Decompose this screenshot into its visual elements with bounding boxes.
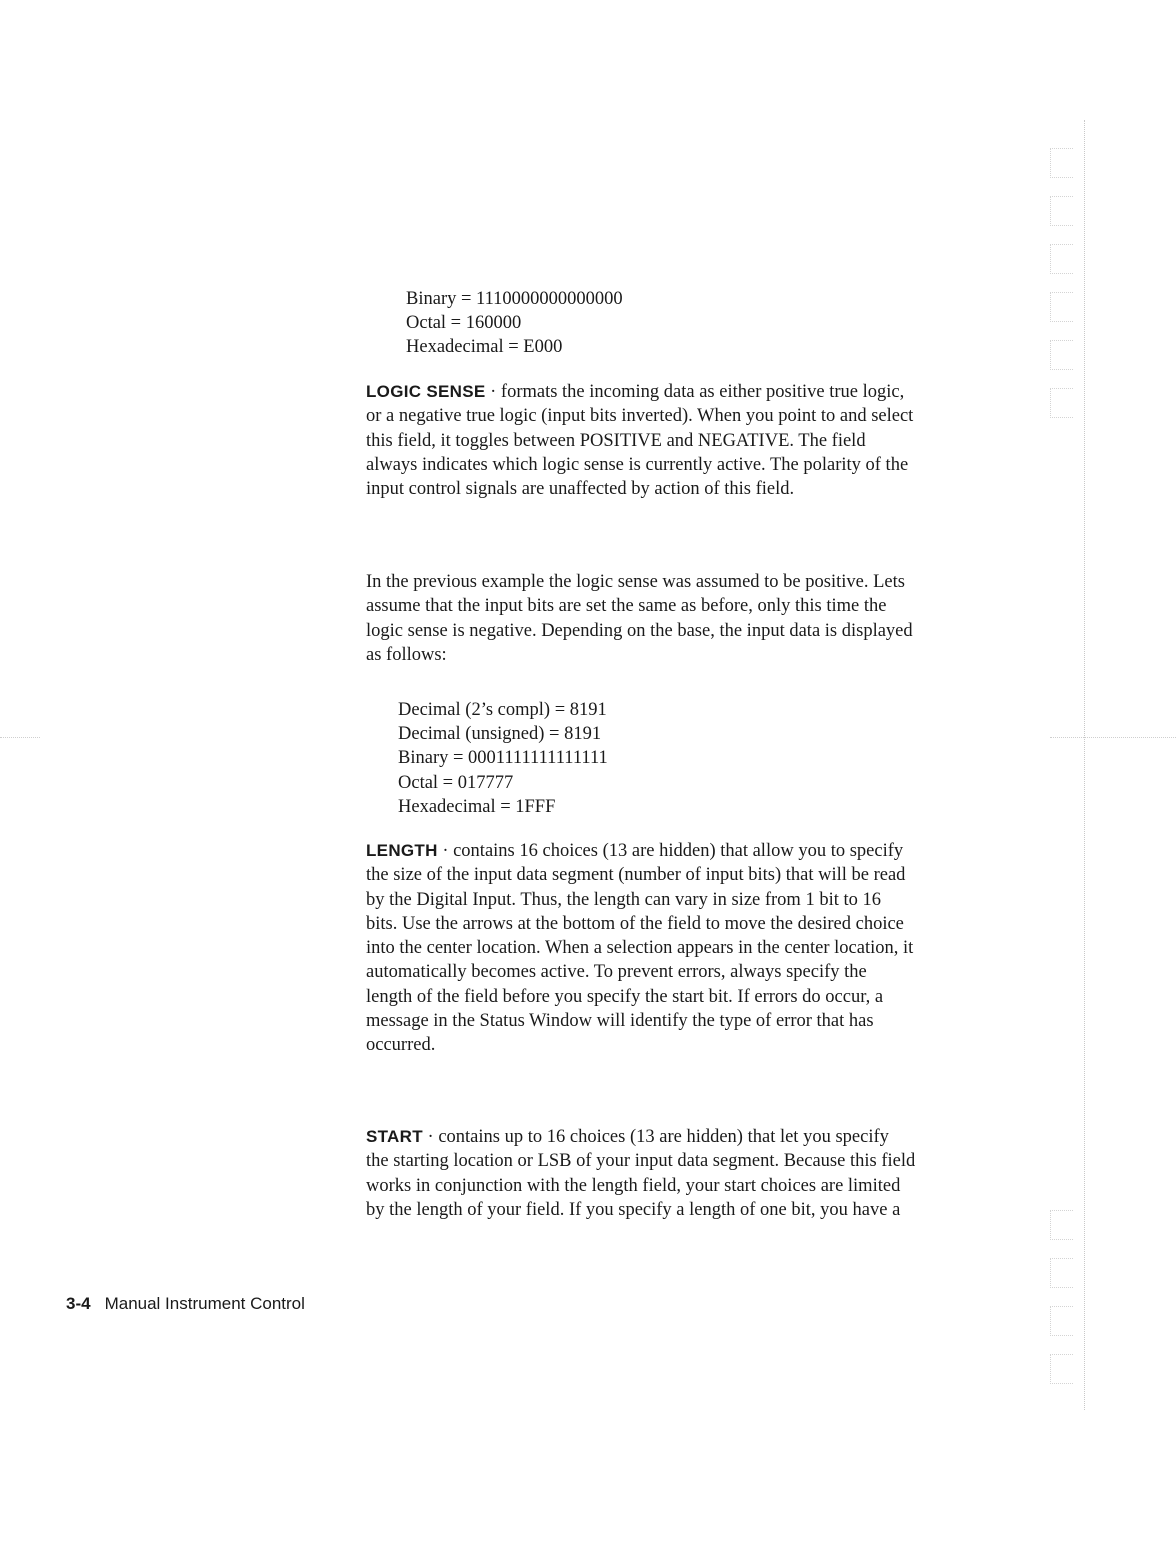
logic-sense-text: · formats the incoming data as either positive true logic, or a negative true logic (input bits inverted). When you point to and select this field, it toggles between POSITIVE and NEGATIVE. The field always indicates which logic sense is currently active. The polarity of the input control signals are unaffected by action of this field. (366, 382, 914, 500)
value-line: Decimal (2’s compl) = 8191 (398, 700, 607, 720)
start-term: START (366, 1127, 423, 1146)
start-paragraph (366, 1125, 916, 1222)
edge-tab (1050, 196, 1073, 226)
logic-sense-term: LOGIC SENSE (366, 382, 486, 401)
page-number: 3-4 (66, 1294, 91, 1313)
start-text: · contains up to 16 choices (13 are hidden) that let you specify the starting location or LSB of your input data segment. Because this field works in conjunction with the length field, your start choices are limited by the length of your field. If you specify a length of one bit, you have a (366, 1127, 916, 1220)
length-term: LENGTH (366, 841, 438, 860)
page-footer (66, 1294, 305, 1314)
edge-tab (1050, 388, 1073, 418)
edge-tab (1050, 1210, 1073, 1240)
edge-tab (1050, 1306, 1073, 1336)
value-line: Octal = 017777 (398, 772, 514, 793)
value-line: Decimal (unsigned) = 8191 (398, 724, 602, 745)
length-text: · contains 16 choices (13 are hidden) that allow you to specify the size of the input data segment (number of input bits) that will be read by the Digital Input. Thus, the length can vary in size from 1 bit to 16 bits. Use the arrows at the bottom of the field to move the desired choice into the center location. When a selection appears in the center location, it automatically becomes active. To prevent errors, always specify the length of the field before you specify the start bit. If errors do occur, a message in the Status Window will identify the type of error that has occurred. (366, 841, 914, 1056)
negative-value-list (398, 698, 608, 819)
scan-line (0, 737, 40, 738)
edge-tab (1050, 148, 1073, 178)
value-line: Hexadecimal = E000 (406, 337, 563, 358)
section-title: Manual Instrument Control (104, 1294, 305, 1313)
scan-line (1050, 737, 1176, 738)
value-line: Binary = 1110000000000000 (406, 289, 623, 309)
edge-tab (1050, 1258, 1073, 1288)
example-paragraph: In the previous example the logic sense was assumed to be positive. Lets assume that the input bits are set the same as before, only this time the logic sense is negative. Depending on the base, the input data is displayed as follows: (366, 572, 913, 665)
top-value-list (406, 287, 623, 360)
edge-tab (1050, 1354, 1073, 1384)
binding-edge (1084, 120, 1085, 1410)
value-line: Binary = 0001111111111111 (398, 748, 608, 769)
edge-tab (1050, 340, 1073, 370)
edge-tab (1050, 292, 1073, 322)
logic-sense-paragraph (366, 380, 916, 501)
value-line: Hexadecimal = 1FFF (398, 796, 556, 817)
value-line: Octal = 160000 (406, 313, 522, 334)
edge-tab (1050, 244, 1073, 274)
length-paragraph (366, 839, 916, 1058)
